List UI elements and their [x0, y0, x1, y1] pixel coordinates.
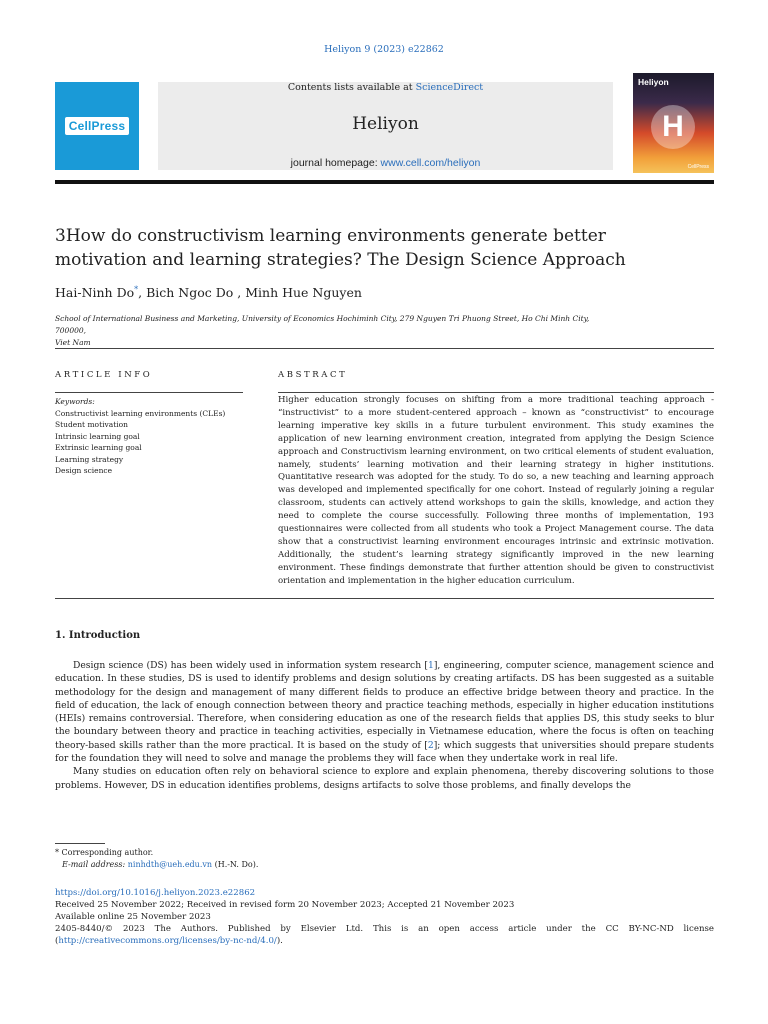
license-url-line: (http://creativecommons.org/licenses/by-nc-nd/4.0/).: [55, 936, 283, 946]
paragraph: Design science (DS) has been widely used in information system research [1], engineering, computer science, management science and education. In these studies, DS is used to identify problems and design solutions by creating artifacts. DS has been suggested as a suitable methodology for the design and management of many different fields to produce an effective bridge between theory and practice. In the field of education, the lack of enough connection between theory and practice teaching methods, especially in higher education institutions (HEIs) remains controversial. Therefore, when considering education as one of the research fields that applies DS, this study seeks to blur the boundary between theory and practice in teaching activities, especially in Vietnamese education, where the focus is often on teaching theory-based skills rather than the more practical. It is based on the study of [2]; which suggests that universities should prepare students for the foundation they will need to solve and manage the problems they will face when they undertake work in real life.: [55, 660, 714, 765]
corresponding-author-note: * Corresponding author.: [55, 848, 154, 857]
abstract-text: Higher education strongly focuses on shifting from a more traditional teaching approach - “instructivist” to a more student-centered approach – known as “constructivist” to encourage learning imperative key skills in a future turbulent environment. This study examines the application of new learning environment creation, integrated from applying the Design Science approach and Constructivism learning environment, on two critical elements of student evaluation, namely, students’ learning motivation and their learning strategy in higher institutions. Quantitative research was adopted for the study. To do so, a new teaching and learning approach was developed and implemented specifically for one cohort. Instead of regularly joining a regular classroom, students can actively attend workshops to gain the skills, knowledge, and action they need to complete the course successfully. Following three months of implementation, 193 questionnaires were collected from all students who took a Project Management course. The data show that a constructivist learning environment encourages intrinsic and extrinsic motivation. Additionally, the student’s learning strategy significantly improved in the new learning environment. These findings demonstrate that further attention should be given to constructivist orientation and implementation in the higher education curriculum.: [278, 395, 714, 586]
contents-line: [158, 82, 613, 93]
license-link[interactable]: http://creativecommons.org/licenses/by-nc-nd/4.0/: [58, 936, 277, 946]
journal-homepage-link[interactable]: www.cell.com/heliyon: [380, 157, 481, 169]
author-name[interactable]: Hai-Ninh Do: [55, 285, 135, 301]
cover-brand: CellPress: [687, 164, 709, 170]
received-dates: Received 25 November 2022; Received in revised form 20 November 2023; Accepted 21 November 2023: [55, 900, 515, 910]
affiliation-line: Viet Nam: [55, 338, 91, 347]
homepage-prefix: journal homepage:: [290, 157, 381, 169]
email-line: E-mail address: ninhdth@ueh.edu.vn (H.-N. Do).: [62, 860, 259, 869]
article-info-divider: [55, 392, 243, 393]
journal-name: Heliyon: [352, 114, 419, 134]
keyword-item: Student motivation: [55, 420, 128, 429]
keyword-item: Constructivist learning environments (CLEs): [55, 408, 226, 418]
keywords-label: Keywords:: [55, 397, 95, 406]
footnote: [55, 847, 695, 871]
paragraph: Many studies on education often rely on behavioral science to explore and explain phenomena, thereby discovering solutions to those problems. However, DS in education identifies problems, designs artifacts to solve those problems, and finally develops the: [55, 766, 714, 791]
keyword-item: Design science: [55, 466, 113, 475]
corresponding-author-mark[interactable]: *: [134, 285, 139, 294]
contents-prefix: Contents lists available at: [287, 82, 416, 93]
cover-h-icon: H: [651, 105, 695, 149]
article-metadata: [55, 887, 714, 947]
keyword-item: Intrinsic learning goal: [55, 431, 140, 441]
cellpress-logo[interactable]: [55, 82, 139, 170]
introduction-heading: 1. Introduction: [55, 630, 141, 641]
keyword-item: Learning strategy: [55, 454, 124, 464]
sciencedirect-link[interactable]: ScienceDirect: [415, 82, 484, 93]
reference-link[interactable]: 1: [427, 660, 434, 671]
affiliation: [55, 313, 615, 349]
article-info-heading: ARTICLE INFO: [55, 370, 153, 380]
keywords-block: [55, 396, 255, 477]
author-name[interactable]: Bich Ngoc Do: [146, 285, 234, 301]
article-title: [55, 224, 695, 272]
email-link[interactable]: ninhdth@ueh.edu.vn: [127, 860, 213, 869]
reference-link[interactable]: 2: [427, 739, 434, 751]
journal-cover-image[interactable]: [633, 73, 714, 173]
footnote-divider: [55, 843, 105, 844]
journal-citation[interactable]: Heliyon 9 (2023) e22862: [324, 44, 444, 55]
affiliation-line: School of International Business and Marketing, University of Economics Hochiminh City, 279 Nguyen Tri Phuong Street, Ho Chi Minh City, 700000,: [55, 314, 590, 335]
homepage-line: [158, 157, 613, 169]
doi-link[interactable]: https://doi.org/10.1016/j.heliyon.2023.e22862: [55, 888, 256, 898]
title-line: motivation and learning strategies? The Design Science Approach: [55, 250, 626, 270]
section-divider: [55, 348, 714, 349]
header-divider: [55, 180, 714, 184]
available-online: Available online 25 November 2023: [55, 912, 211, 922]
author-list: Hai-Ninh Do*, Bich Ngoc Do , Minh Hue Nguyen: [55, 285, 362, 301]
abstract-divider: [278, 392, 714, 393]
license-statement: 2405-8440/© 2023 The Authors. Published by Elsevier Ltd. This is an open access article under the CC BY-NC-ND license: [55, 924, 714, 934]
abstract-heading: ABSTRACT: [278, 370, 348, 380]
introduction-body: [55, 659, 714, 792]
keyword-item: Extrinsic learning goal: [55, 443, 142, 452]
cellpress-logo-text: CellPress: [65, 117, 130, 135]
cover-title: Heliyon: [638, 77, 669, 87]
title-line: 3How do constructivism learning environments generate better: [55, 226, 606, 246]
abstract-bottom-divider: [55, 598, 714, 599]
author-name[interactable]: Minh Hue Nguyen: [245, 285, 362, 301]
